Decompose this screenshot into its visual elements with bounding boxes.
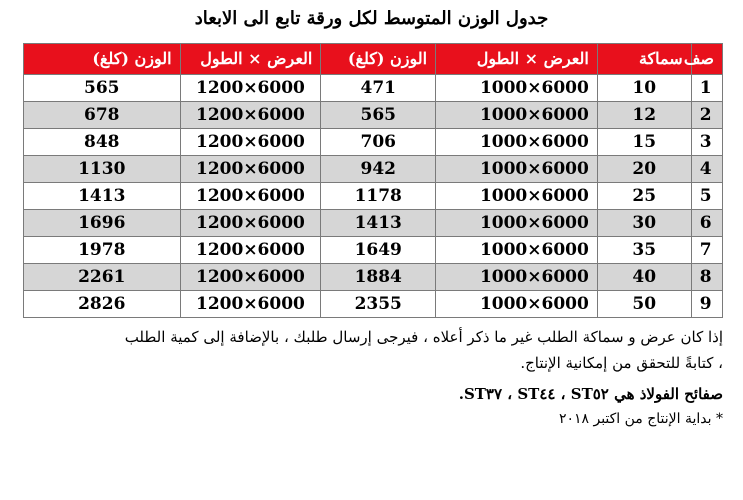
table-title: جدول الوزن المتوسط لكل ورقة تابع الى الابعاد — [194, 8, 549, 29]
table-row — [24, 210, 723, 237]
cell-row-number: 8 — [691, 264, 722, 291]
cell-thickness: 30 — [597, 210, 691, 237]
header-dimensions-1200: العرض × الطول — [180, 44, 321, 75]
cell-weight-1200: 678 — [24, 102, 181, 129]
note-production-start: * بداية الإنتاج من اكتبر ٢٠١٨ — [558, 411, 723, 427]
note-steel-grades: صفائح الفولاذ هي ST٥٢ ، ST٤٤ ، ST٣٧. — [458, 385, 723, 403]
table-row — [24, 237, 723, 264]
cell-dimensions-1200: 1200×6000 — [180, 291, 321, 318]
cell-row-number: 4 — [691, 156, 722, 183]
header-row-number: صف — [691, 44, 722, 75]
cell-weight-1200: 1696 — [24, 210, 181, 237]
cell-thickness: 20 — [597, 156, 691, 183]
cell-weight-1200: 1130 — [24, 156, 181, 183]
cell-weight-1000: 1178 — [321, 183, 436, 210]
table-header-row — [24, 44, 723, 75]
cell-thickness: 10 — [597, 75, 691, 102]
table-row — [24, 102, 723, 129]
cell-dimensions-1200: 1200×6000 — [180, 102, 321, 129]
cell-thickness: 15 — [597, 129, 691, 156]
cell-row-number: 2 — [691, 102, 722, 129]
note-custom-order-continued: ، كتابةً للتحقق من إمكانية الإنتاج. — [520, 354, 723, 372]
cell-row-number: 9 — [691, 291, 722, 318]
cell-dimensions-1000: 1000×6000 — [436, 75, 598, 102]
cell-weight-1200: 2826 — [24, 291, 181, 318]
cell-weight-1200: 565 — [24, 75, 181, 102]
cell-weight-1000: 565 — [321, 102, 436, 129]
cell-dimensions-1000: 1000×6000 — [436, 129, 598, 156]
cell-row-number: 3 — [691, 129, 722, 156]
cell-row-number: 1 — [691, 75, 722, 102]
notes — [13, 325, 723, 427]
cell-dimensions-1000: 1000×6000 — [436, 102, 598, 129]
header-dimensions-1000: العرض × الطول — [436, 44, 598, 75]
cell-dimensions-1000: 1000×6000 — [436, 210, 598, 237]
cell-dimensions-1200: 1200×6000 — [180, 237, 321, 264]
cell-thickness: 35 — [597, 237, 691, 264]
table-row — [24, 183, 723, 210]
table-row — [24, 129, 723, 156]
cell-weight-1200: 2261 — [24, 264, 181, 291]
cell-weight-1200: 1978 — [24, 237, 181, 264]
cell-dimensions-1200: 1200×6000 — [180, 183, 321, 210]
cell-dimensions-1000: 1000×6000 — [436, 183, 598, 210]
cell-weight-1200: 1413 — [24, 183, 181, 210]
cell-thickness: 25 — [597, 183, 691, 210]
cell-weight-1200: 848 — [24, 129, 181, 156]
cell-weight-1000: 942 — [321, 156, 436, 183]
weight-table — [23, 43, 723, 318]
header-thickness: سماكة — [597, 44, 691, 75]
cell-dimensions-1000: 1000×6000 — [436, 237, 598, 264]
cell-dimensions-1200: 1200×6000 — [180, 75, 321, 102]
cell-weight-1000: 1884 — [321, 264, 436, 291]
cell-dimensions-1200: 1200×6000 — [180, 264, 321, 291]
header-weight-1200: الوزن (كلغ) — [24, 44, 181, 75]
cell-thickness: 40 — [597, 264, 691, 291]
cell-dimensions-1200: 1200×6000 — [180, 210, 321, 237]
cell-dimensions-1000: 1000×6000 — [436, 264, 598, 291]
cell-weight-1000: 2355 — [321, 291, 436, 318]
cell-thickness: 50 — [597, 291, 691, 318]
cell-dimensions-1000: 1000×6000 — [436, 156, 598, 183]
cell-thickness: 12 — [597, 102, 691, 129]
cell-row-number: 7 — [691, 237, 722, 264]
cell-weight-1000: 471 — [321, 75, 436, 102]
cell-weight-1000: 1413 — [321, 210, 436, 237]
table-row — [24, 156, 723, 183]
note-custom-order: إذا كان عرض و سماكة الطلب غير ما ذكر أعلاه ، فيرجى إرسال طلبك ، بالإضافة إلى كمية الطلب — [124, 328, 723, 346]
cell-row-number: 6 — [691, 210, 722, 237]
cell-dimensions-1200: 1200×6000 — [180, 156, 321, 183]
cell-weight-1000: 1649 — [321, 237, 436, 264]
table-row — [24, 75, 723, 102]
header-weight-1000: الوزن (كلغ) — [321, 44, 436, 75]
table-row — [24, 264, 723, 291]
cell-dimensions-1000: 1000×6000 — [436, 291, 598, 318]
table-row — [24, 291, 723, 318]
cell-weight-1000: 706 — [321, 129, 436, 156]
cell-dimensions-1200: 1200×6000 — [180, 129, 321, 156]
cell-row-number: 5 — [691, 183, 722, 210]
